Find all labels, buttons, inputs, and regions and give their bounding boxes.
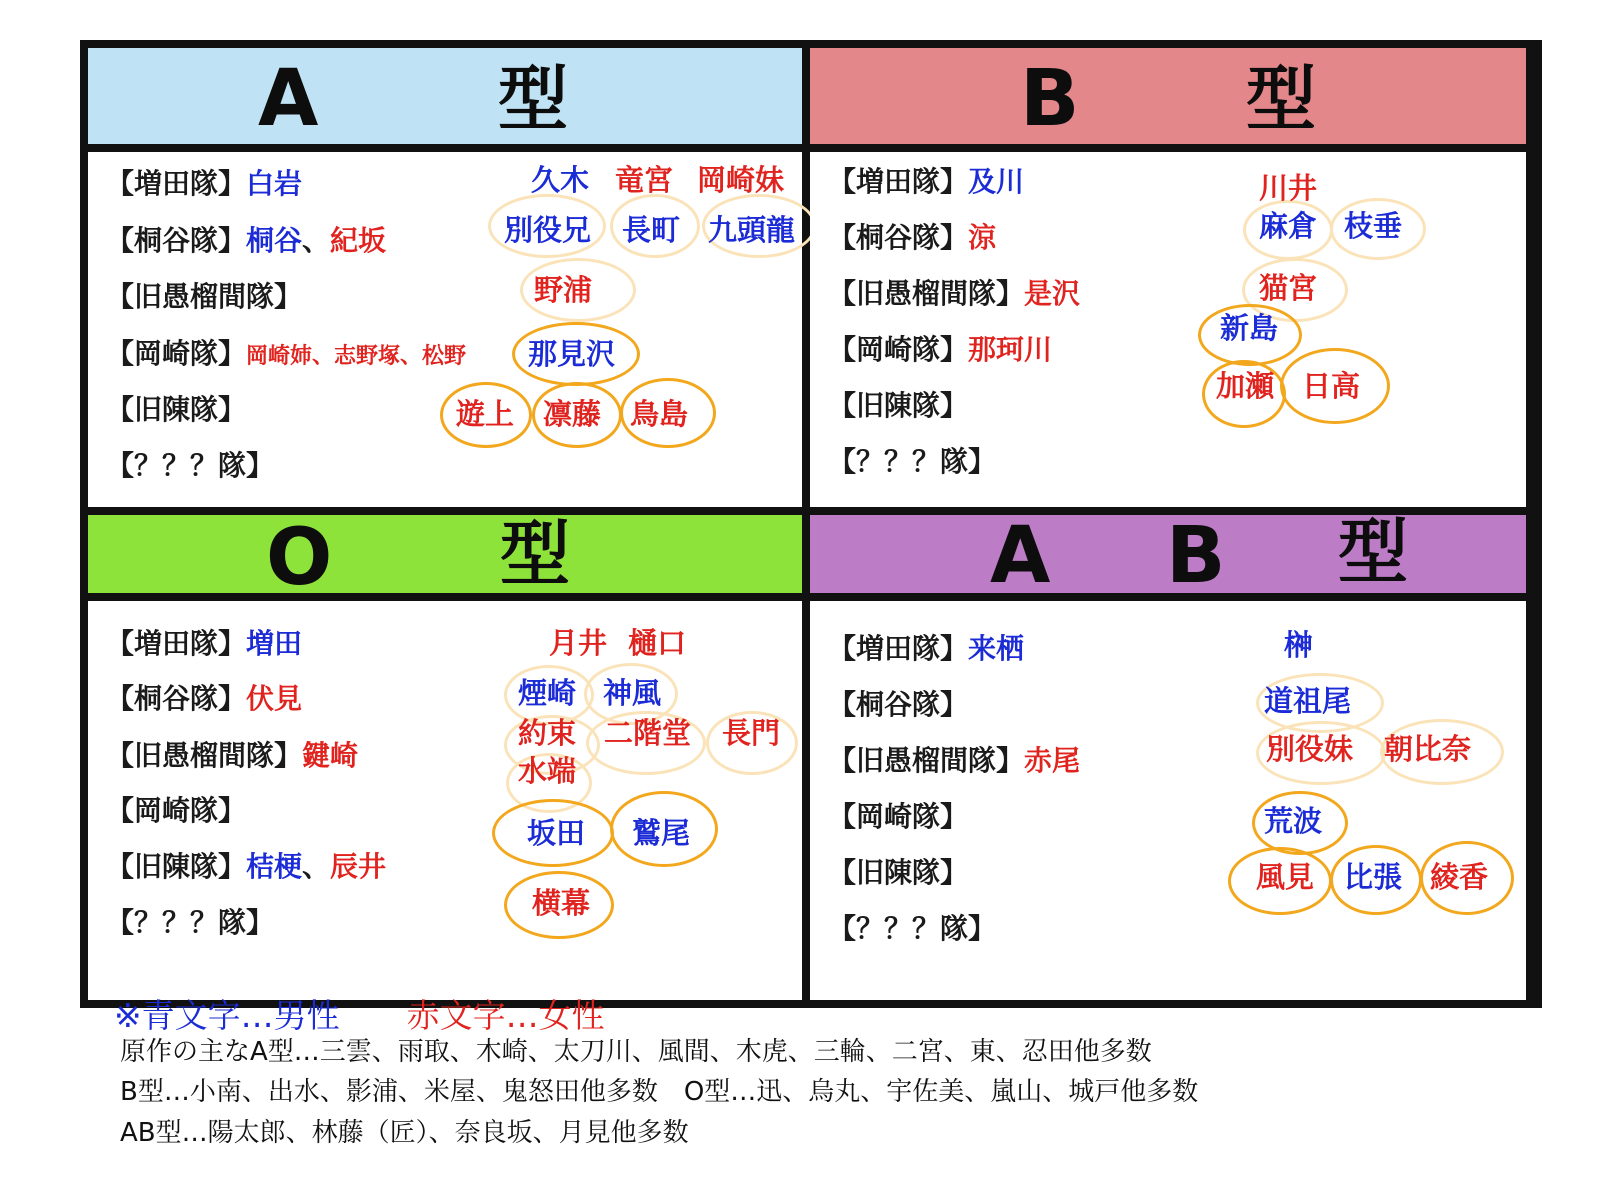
extra-name: 九頭龍 xyxy=(708,213,796,247)
team-row xyxy=(828,333,1052,367)
team-row xyxy=(828,744,1080,778)
team-row xyxy=(828,445,996,479)
header-letter: A xyxy=(990,511,1051,601)
team-label: 【桐谷隊】 xyxy=(106,682,247,715)
team-label: 【？？？隊】 xyxy=(828,445,997,478)
extra-name: 遊上 xyxy=(456,397,515,431)
member-name: 伏見 xyxy=(246,682,303,715)
member-name: 是沢 xyxy=(1024,277,1081,310)
team-row xyxy=(106,906,274,940)
extra-name: 岡崎妹 xyxy=(697,163,785,197)
member-name: 辰井 xyxy=(330,850,387,883)
separator: 、 xyxy=(302,850,331,883)
member-name: 増田 xyxy=(246,627,303,660)
team-label: 【岡崎隊】 xyxy=(828,333,969,366)
extra-name: 猫宮 xyxy=(1259,271,1318,305)
extra-name: 日高 xyxy=(1302,369,1361,403)
color-key xyxy=(114,994,605,1038)
extra-name: 月井 xyxy=(549,626,608,660)
extra-name: 朝比奈 xyxy=(1384,732,1472,766)
header-kata: 型 xyxy=(1246,58,1316,140)
header-kata: 型 xyxy=(1338,511,1408,593)
extra-name: 加瀬 xyxy=(1216,369,1275,403)
male-key: ※青文字…男性 xyxy=(114,996,340,1035)
header-b xyxy=(810,48,1526,152)
extra-name: 鳥島 xyxy=(630,397,689,431)
team-label: 【岡崎隊】 xyxy=(106,794,247,827)
header-letter: A xyxy=(258,54,319,144)
extra-name: 風見 xyxy=(1256,860,1315,894)
team-label: 【旧愚榴間隊】 xyxy=(106,280,303,313)
extra-name: 竜宮 xyxy=(615,163,674,197)
quadrant-ab xyxy=(810,511,1526,1000)
team-row xyxy=(106,449,274,483)
team-label: 【増田隊】 xyxy=(828,632,969,665)
extra-name: 神風 xyxy=(603,676,662,710)
team-row xyxy=(828,165,1024,199)
extra-name: 比張 xyxy=(1344,860,1403,894)
member-name: 桐谷 xyxy=(246,224,303,257)
header-o xyxy=(88,515,802,601)
team-label: 【旧陳隊】 xyxy=(828,389,969,422)
team-row xyxy=(828,688,968,722)
note-line: 原作の主なA型…三雲、雨取、木崎、太刀川、風間、木虎、三輪、二宮、東、忍田他多数 xyxy=(120,1037,1152,1067)
quadrant-a xyxy=(88,48,802,507)
header-letter: O xyxy=(266,513,333,603)
team-row xyxy=(828,221,996,255)
note-line: B型…小南、出水、影浦、米屋、鬼怒田他多数 O型…迅、烏丸、宇佐美、嵐山、城戸他多数 xyxy=(120,1077,1199,1107)
team-label: 【？？？隊】 xyxy=(106,449,275,482)
team-row xyxy=(106,850,386,884)
member-name: 来栖 xyxy=(968,632,1025,665)
extra-name: 長町 xyxy=(622,213,681,247)
extra-name: 別役兄 xyxy=(504,213,592,247)
team-label: 【旧愚榴間隊】 xyxy=(828,277,1025,310)
team-label: 【旧陳隊】 xyxy=(828,856,969,889)
extra-name: 長門 xyxy=(722,716,781,750)
separator: 、 xyxy=(302,224,331,257)
team-label: 【旧陳隊】 xyxy=(106,850,247,883)
team-row xyxy=(106,627,302,661)
extra-name: 水端 xyxy=(518,754,577,788)
team-row xyxy=(828,277,1080,311)
team-label: 【増田隊】 xyxy=(828,165,969,198)
extra-name: 荒波 xyxy=(1264,804,1323,838)
extra-name: 樋口 xyxy=(628,626,687,660)
header-kata: 型 xyxy=(500,513,570,595)
member-name: 桔梗 xyxy=(246,850,303,883)
extra-name: 川井 xyxy=(1259,171,1318,205)
team-row xyxy=(106,794,246,828)
team-label: 【旧愚榴間隊】 xyxy=(828,744,1025,777)
extra-name: 道祖尾 xyxy=(1264,684,1352,718)
member-name: 那珂川 xyxy=(968,333,1053,366)
team-row xyxy=(106,739,358,773)
team-label: 【旧陳隊】 xyxy=(106,393,247,426)
team-row xyxy=(828,389,968,423)
header-kata: 型 xyxy=(498,58,568,140)
header-a xyxy=(88,48,802,152)
header-ab xyxy=(810,511,1526,601)
team-row xyxy=(106,337,466,374)
extra-name: 枝垂 xyxy=(1344,209,1403,243)
team-label: 【桐谷隊】 xyxy=(828,221,969,254)
header-letter: B xyxy=(1166,511,1226,601)
team-label: 【岡崎隊】 xyxy=(828,800,969,833)
team-label: 【旧愚榴間隊】 xyxy=(106,739,303,772)
extra-name: 凛藤 xyxy=(543,397,602,431)
member-name: 白岩 xyxy=(246,167,303,200)
extra-name: 別役妹 xyxy=(1266,732,1354,766)
team-label: 【増田隊】 xyxy=(106,167,247,200)
member-name: 及川 xyxy=(968,165,1025,198)
team-label: 【？？？隊】 xyxy=(828,912,997,945)
member-name: 赤尾 xyxy=(1024,744,1081,777)
team-label: 【岡崎隊】 xyxy=(106,337,247,370)
extra-name: 那見沢 xyxy=(528,337,616,371)
team-row xyxy=(828,800,968,834)
team-label: 【増田隊】 xyxy=(106,627,247,660)
team-row xyxy=(106,682,302,716)
member-name: 岡崎姉、志野塚、松野 xyxy=(246,344,467,369)
team-row xyxy=(828,856,968,890)
team-row xyxy=(828,912,996,946)
team-row xyxy=(828,632,1024,666)
member-name: 鍵崎 xyxy=(302,739,359,772)
extra-name: 約束 xyxy=(518,716,577,750)
extra-name: 煙崎 xyxy=(518,676,577,710)
member-name: 紀坂 xyxy=(330,224,387,257)
extra-name: 野浦 xyxy=(534,273,593,307)
extra-name: 麻倉 xyxy=(1259,209,1318,243)
extra-name: 横幕 xyxy=(532,886,591,920)
extra-name: 新島 xyxy=(1220,311,1279,345)
team-row xyxy=(106,280,302,314)
quadrant-b xyxy=(810,48,1526,507)
extra-name: 綾香 xyxy=(1430,860,1489,894)
extra-name: 二階堂 xyxy=(604,716,692,750)
extra-name: 久木 xyxy=(531,163,590,197)
extra-name: 坂田 xyxy=(527,816,586,850)
team-row xyxy=(106,393,246,427)
team-label: 【桐谷隊】 xyxy=(106,224,247,257)
team-label: 【？？？隊】 xyxy=(106,906,275,939)
note-line: AB型…陽太郎、林藤（匠）、奈良坂、月見他多数 xyxy=(120,1118,689,1148)
member-name: 涼 xyxy=(968,221,997,254)
blood-type-chart xyxy=(80,40,1542,1008)
team-label: 【桐谷隊】 xyxy=(828,688,969,721)
female-key: 赤文字…女性 xyxy=(406,996,605,1035)
team-row xyxy=(106,167,302,201)
quadrant-o xyxy=(88,515,802,1000)
header-letter: B xyxy=(1020,54,1080,144)
extra-name: 鷲尾 xyxy=(632,816,691,850)
team-row xyxy=(106,224,386,258)
extra-name: 榊 xyxy=(1284,628,1314,662)
